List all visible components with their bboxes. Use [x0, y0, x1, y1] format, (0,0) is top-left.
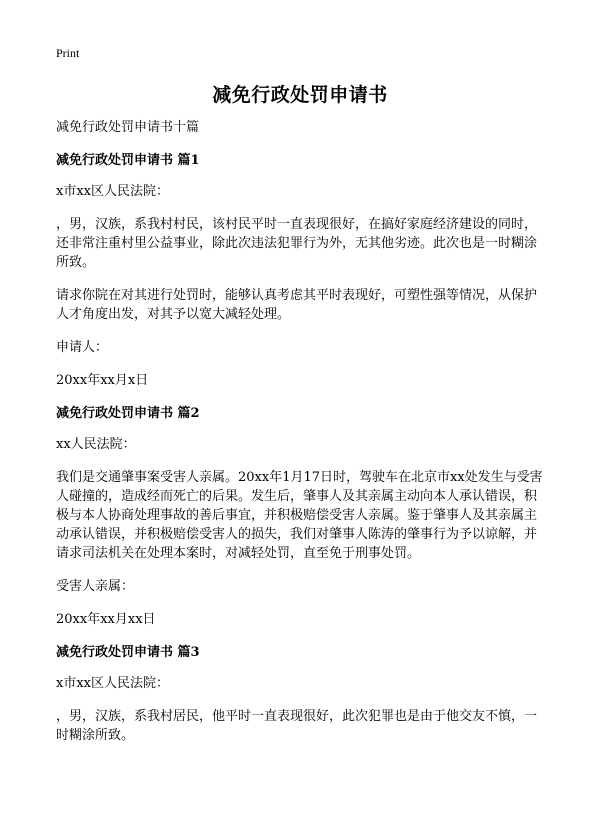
intro-line: 减免行政处罚申请书十篇 [56, 120, 200, 135]
signature-line: 申请人： [56, 340, 109, 355]
body-paragraph: 请求你院在对其进行处罚时，能够认真考虑其平时表现好，可塑性强等情况，从保护人才角度出发，对其予以宽大减轻处理。 [56, 288, 538, 322]
section-3 [56, 643, 548, 745]
addressee: xx人民法院： [56, 437, 136, 452]
section-heading: 减免行政处罚申请书 篇1 [56, 153, 200, 168]
print-label: Print [56, 46, 80, 60]
date-line: 20xx年xx月x日 [56, 373, 149, 388]
document-title: 减免行政处罚申请书 [212, 84, 388, 106]
body-paragraph: ，男，汉族，系我村村民，该村民平时一直表现很好，在搞好家庭经济建设的同时，还非常注重村里公益事业，除此次违法犯罪行为外，无其他劣迹。此次也是一时糊涂所致。 [56, 217, 538, 270]
section-heading: 减免行政处罚申请书 篇2 [56, 406, 200, 421]
section-2 [56, 404, 548, 629]
body-paragraph: ，男，汉族，系我村居民，他平时一直表现很好，此次犯罪也是由于他交友不慎，一时糊涂所致。 [56, 709, 538, 743]
section-heading: 减免行政处罚申请书 篇3 [56, 645, 200, 660]
addressee: x市xx区人民法院： [56, 676, 169, 691]
section-1 [56, 151, 548, 390]
addressee: x市xx区人民法院： [56, 184, 169, 199]
body-paragraph: 我们是交通肇事案受害人亲属。20xx年1月17日时，驾驶车在北京市xx处发生与受害人碰撞的，造成经而死亡的后果。发生后，肇事人及其亲属主动向本人承认错误，积极与本人协商处理事故的善后事宜，并积极赔偿受害人亲属。鉴于肇事人及其亲属主动承认错误，并积极赔偿受害人的损失，我们对肇事人陈涛的肇事行为予以谅解，并请求司法机关在处理本案时，对减轻处罚，直至免于刑事处罚。 [56, 470, 543, 561]
document-body [56, 118, 548, 759]
date-line: 20xx年xx月xx日 [56, 612, 156, 627]
signature-line: 受害人亲属： [56, 579, 135, 594]
